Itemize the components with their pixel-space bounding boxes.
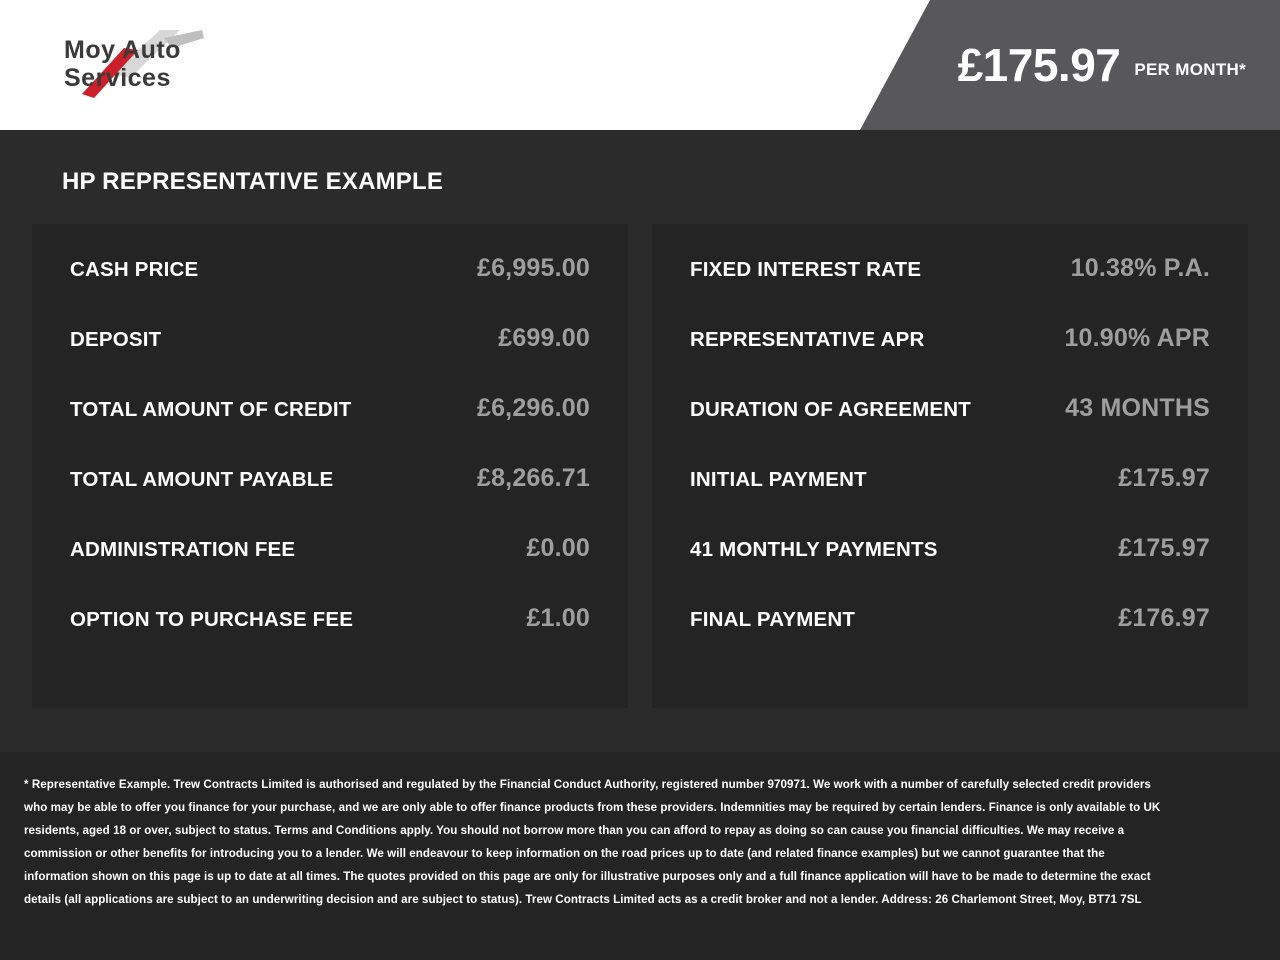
table-row [690, 534, 1210, 604]
table-row [690, 464, 1210, 534]
row-value: £175.97 [1118, 464, 1210, 492]
row-value: 43 MONTHS [1065, 394, 1210, 422]
row-label: TOTAL AMOUNT OF CREDIT [70, 398, 352, 421]
monthly-price-label: PER MONTH* [1134, 60, 1246, 79]
row-label: DURATION OF AGREEMENT [690, 398, 971, 421]
header [0, 0, 1280, 130]
row-value: £6,995.00 [476, 254, 590, 282]
row-value: 10.90% APR [1064, 324, 1210, 352]
left-details-panel [32, 224, 628, 708]
table-row [690, 604, 1210, 674]
row-label: DEPOSIT [70, 328, 162, 351]
table-row [70, 604, 590, 674]
right-details-panel [652, 224, 1248, 708]
row-label: CASH PRICE [70, 258, 199, 281]
monthly-price-block [958, 0, 1246, 130]
company-logo [52, 28, 282, 102]
page-title: HP REPRESENTATIVE EXAMPLE [62, 168, 444, 195]
row-label: FIXED INTEREST RATE [690, 258, 922, 281]
row-value: £0.00 [526, 534, 590, 562]
row-label: OPTION TO PURCHASE FEE [70, 608, 354, 631]
row-value: £175.97 [1118, 534, 1210, 562]
svg-text:Moy Auto: Moy Auto [64, 36, 181, 64]
table-row [70, 324, 590, 394]
row-value: £176.97 [1118, 604, 1210, 632]
table-row [690, 394, 1210, 464]
row-label: 41 MONTHLY PAYMENTS [690, 538, 938, 561]
table-row [70, 254, 590, 324]
disclaimer-text: * Representative Example. Trew Contracts Limited is authorised and regulated by the Financial Conduct Authority, registered number 970971. We work with a number of carefully selected credit providers who may be able to offer you finance for your purchase, and we are only able to offer finance products from these providers. Indemnities may be required by certain lenders. Finance is only available to UK residents, aged 18 or over, subject to status. Terms and Conditions apply. You should not borrow more than you can afford to repay as doing so can cause you financial difficulties. We may receive a commission or other benefits for introducing you to a lender. We will endeavour to keep information on the road prices up to date (and related finance examples) but we cannot guarantee that the information shown on this page is up to date at all times. The quotes provided on this page are only for illustrative purposes only and a full finance application will have to be made to determine the exact details (all applications are subject to an underwriting decision and are subject to status). Trew Contracts Limited acts as a credit broker and not a lender. Address: 26 Charlemont Street, Moy, BT71 7SL [24, 778, 1161, 906]
row-value: £1.00 [526, 604, 590, 632]
table-row [690, 254, 1210, 324]
row-value: £6,296.00 [476, 394, 590, 422]
table-row [70, 394, 590, 464]
row-label: REPRESENTATIVE APR [690, 328, 925, 351]
main-content [0, 130, 1280, 752]
row-label: INITIAL PAYMENT [690, 468, 867, 491]
monthly-price-value: £175.97 [957, 39, 1121, 91]
table-row [70, 534, 590, 604]
row-label: ADMINISTRATION FEE [70, 538, 296, 561]
row-label: FINAL PAYMENT [690, 608, 856, 631]
row-value: 10.38% P.A. [1070, 254, 1210, 282]
row-value: £699.00 [498, 324, 590, 352]
row-value: £8,266.71 [476, 464, 590, 492]
table-row [70, 464, 590, 534]
table-row [690, 324, 1210, 394]
row-label: TOTAL AMOUNT PAYABLE [70, 468, 334, 491]
svg-text:Services: Services [64, 64, 171, 92]
footer-disclaimer [0, 752, 1280, 960]
details-panels [30, 224, 1250, 708]
